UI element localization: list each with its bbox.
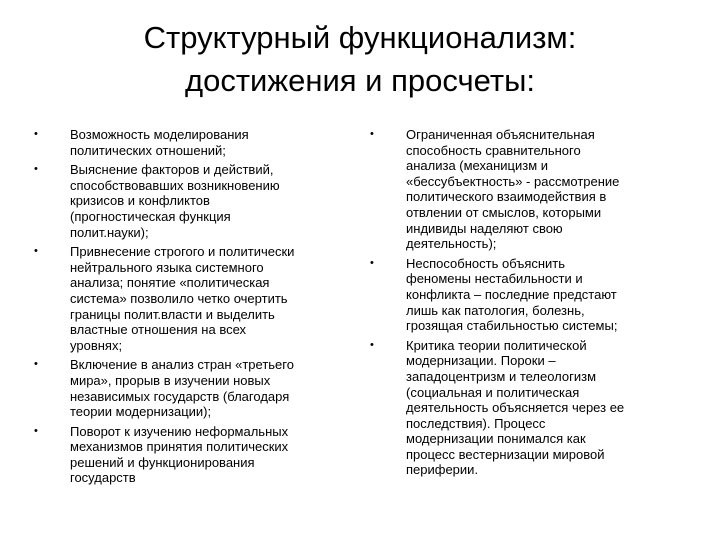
bullet-text-line: нейтрального языка системного — [70, 259, 264, 275]
shortcoming-item — [370, 338, 710, 478]
bullet-text-line: конфликта – последние предстают — [406, 286, 617, 302]
shortcomings-list — [370, 127, 710, 482]
shortcoming-item — [370, 256, 710, 334]
bullet-text-line: процесс вестернизации мировой — [406, 446, 605, 462]
bullet-text-line: модернизации понимался как — [406, 431, 586, 447]
bullet-text-line: последствия). Процесс — [406, 415, 546, 431]
bullet-text-line: независимых государств (благодаря — [70, 388, 290, 404]
bullet-text-line: (прогностическая функция — [70, 208, 231, 224]
slide-title — [0, 16, 720, 102]
bullet-text-line: механизмов принятия политических — [70, 439, 289, 455]
achievement-item — [34, 244, 356, 353]
bullet-text-line: феномены нестабильности и — [406, 271, 583, 287]
bullet-dot-icon: • — [34, 245, 38, 258]
bullet-text-line: государств — [70, 470, 136, 486]
achievement-item — [34, 424, 356, 486]
bullet-text-line: Включение в анализ стран «третьего — [70, 357, 294, 373]
bullet-text-line: способствовавших возникновению — [70, 177, 280, 193]
bullet-text-line: теории модернизации); — [70, 404, 212, 420]
bullet-text-line: способность сравнительного — [406, 142, 581, 158]
bullet-text-line: политического взаимодействия в — [406, 189, 607, 205]
bullet-text-line: деятельность); — [406, 236, 497, 252]
bullet-text-line: Привнесение строгого и политически — [70, 244, 295, 260]
bullet-text-line: Критика теории политической — [406, 337, 587, 353]
bullet-text-line: отвлении от смыслов, которыми — [406, 204, 602, 220]
bullet-text-line: западоцентризм и телеологизм — [406, 368, 597, 384]
bullet-text-line: решений и функционирования — [70, 454, 255, 470]
bullet-text-line: кризисов и конфликтов — [70, 193, 210, 209]
bullet-text-line: «бессубъектность» - рассмотрение — [406, 173, 620, 189]
bullet-dot-icon: • — [34, 424, 38, 437]
bullet-text-line: границы полит.власти и выделить — [70, 306, 275, 322]
bullet-dot-icon: • — [34, 163, 38, 176]
bullet-text-line: Возможность моделирования — [70, 127, 249, 142]
bullet-dot-icon: • — [370, 256, 374, 269]
bullet-text-line: анализа; понятие «политическая — [70, 275, 270, 291]
bullet-text-line: политических отношений; — [70, 142, 226, 158]
bullet-dot-icon: • — [34, 358, 38, 371]
bullet-text-line: лишь как патология, болезнь, — [406, 302, 585, 318]
bullet-text-line: (социальная и политическая — [406, 384, 580, 400]
bullet-text-line: индивиды наделяют свою — [406, 220, 563, 236]
bullet-text-line: мира», прорыв в изучении новых — [70, 372, 271, 388]
bullet-text-line: Ограниченная объяснительная — [406, 127, 595, 142]
slide-title-line: Структурный функционализм: — [143, 20, 577, 55]
bullet-text-line: деятельность объясняется через ее — [406, 400, 625, 416]
achievement-item — [34, 357, 356, 419]
bullet-text-line: анализа (механицизм и — [406, 158, 549, 174]
bullet-text-line: полит.науки); — [70, 224, 149, 240]
bullet-text-line: грозящая стабильностью системы; — [406, 318, 618, 334]
bullet-dot-icon: • — [34, 128, 38, 140]
bullet-text-line: модернизации. Пороки – — [406, 353, 556, 369]
bullet-dot-icon: • — [370, 128, 374, 140]
bullet-text-line: система» позволило четко очертить — [70, 290, 288, 306]
bullet-text-line: периферии. — [406, 462, 479, 478]
achievements-list — [34, 127, 356, 490]
achievement-item — [34, 162, 356, 240]
bullet-text-line: властные отношения на всех — [70, 322, 247, 338]
shortcoming-item — [370, 127, 710, 252]
bullet-text-line: Неспособность объяснить — [406, 255, 566, 271]
bullet-text-line: уровнях; — [70, 337, 123, 353]
slide-title-line: достижения и просчеты: — [185, 63, 535, 98]
bullet-text-line: Поворот к изучению неформальных — [70, 423, 289, 439]
bullet-text-line: Выяснение факторов и действий, — [70, 162, 274, 178]
achievement-item — [34, 127, 356, 158]
bullet-dot-icon: • — [370, 338, 374, 351]
